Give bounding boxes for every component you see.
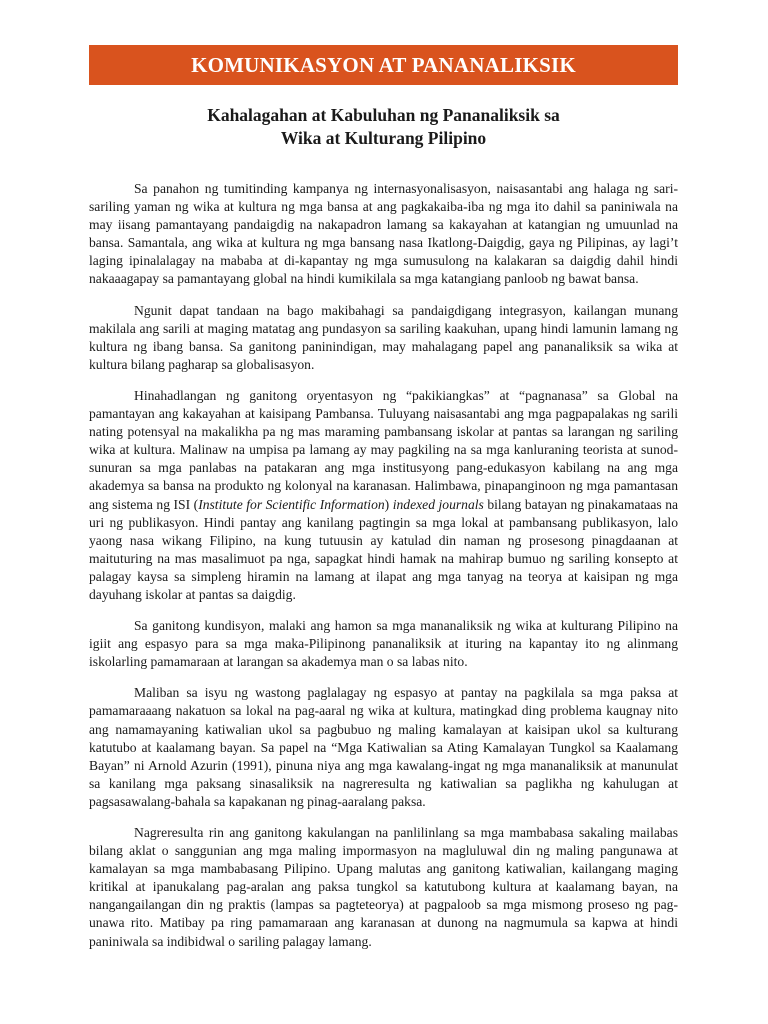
paragraph-6: Nagreresulta rin ang ganitong kakulangan na panlilinlang sa mga mambabasa sakaling mailabas bilang aklat o sanggunian ang mga maling impormasyon na magluluwal din ng maling pangunawa at kamalayan sa mga mambabasang Pilipino. Upang malutas ang ganitong katiwalian, kailangang maging kritikal at ipanukalang pag-aralan ang paksa tungkol sa katutubong kultura at kaalamang bayan, na nangangailangan din ng praktis (lampas sa pagteteorya) at pagpaloob sa mga mismong proseso ng pag-unawa rito. Matibay pa ring pamamaraan ang karanasan at dunong na nagmumula sa kapwa at hindi paniniwala sa indibidwal o sariling palagay lamang. — [89, 825, 678, 949]
header-banner — [89, 45, 678, 85]
paragraph-3 — [89, 387, 678, 604]
paragraph-5: Maliban sa isyu ng wastong paglalagay ng espasyo at pantay na pagkilala sa mga paksa at pamamaraaang nakatuon sa lokal na pag-aaral ng wika at kultura, matingkad ding problema kaugnay nito ang namamayaning katiwalian ukol sa pagbubuo ng maling kamalayan at kaisipan ukol sa kulturang katutubo at kaalamang bayan. Sa papel na “Mga Katiwalian sa Ating Kamalayan Tungkol sa Kaalamang Bayan” ni Arnold Azurin (1991), pinuna niya ang mga kawalang-ingat ng mga mananaliksik at manunulat sa kanilang mga paksang sinasaliksik na nagreresulta ng katiwalian sa paglikha ng kahulugan at pagsasawalang-bahala sa kapakanan ng pinag-aaralang paksa. — [89, 685, 678, 809]
document-body — [89, 180, 678, 964]
indexed-journals-term: indexed journals — [392, 496, 484, 512]
isi-expansion: Institute for Scientific Information — [198, 496, 385, 512]
paragraph-3-part-a: Hinahadlangan ng ganitong oryentasyon ng “pakikiangkas” at “pagnanasa” sa Global na pamantayan ang kakayahan at kaisipang Pambansa. Tuluyang naisasantabi ang mga pagpapalakas ng sarili nating potensyal na makalikha pa ng mas maraming pambansang iskolar at pantas sa larangan ng sariling wika at kultura. Malinaw na umpisa pa lamang ay may pagkiling na sa mga kanluraning teorista at sunod-sunuran sa mga panlabas na patakaran ang mga institusyong pang-edukasyon kabilang na ang mga akademya sa bansa na produkto ng kolonyal na karanasan. Halimbawa, pinapanginoon ng mga pamantasan ang sistema ng ISI ( — [89, 387, 678, 512]
paragraph-3-part-c: bilang batayan ng pinakamataas na uri ng publikasyon. Hindi pantay ang kanilang pagtingin sa mga lokal at pambansang publikasyon, lalo yaong nasa wikang Filipino, na kung tutuusin ay katulad din naman ng prosesong pinagdaanan at maituturing na mas masalimuot pa nga, sapagkat hindi hamak na mahirap bumuo ng sariling konsepto at palagay kaysa sa simpleng hiramin na lamang at ilapat ang mga tanyag na teorya at kaisipan ng mga dayuhang iskolar at pantas sa daigdig. — [89, 496, 679, 602]
paragraph-4: Sa ganitong kundisyon, malaki ang hamon sa mga mananaliksik ng wika at kulturang Pilipino na igiit ang espasyo para sa mga maka-Pilipinong pananaliksik at ituring na kapantay ito ng alinmang iskolarling pamamaraan at larangan sa akademya man o sa labas nito. — [89, 618, 678, 670]
paragraph-1: Sa panahon ng tumitinding kampanya ng internasyonalisasyon, naisasantabi ang halaga ng sari-sariling yaman ng wika at kultura ng mga bansa at ang pagkakaiba-iba ng mga ito dahil sa paniniwala na may iisang pamantayang pandaigdig na nakapadron lamang sa kakayahan at katangian ng umuunlad na bansa. Samantala, ang wika at kultura ng mga bansang nasa Ikatlong-Daigdig, gaya ng Pilipinas, ay lagi’t laging ipinalalagay na mababa at di-kapantay ng mga sumusulong na kalakaran sa daigdig dahil hindi nakaaagapay sa pamantayang global na hindi kumikilala sa mga katangiang panloob ng bawat bansa. — [89, 181, 678, 287]
title-line-2: Wika at Kulturang Pilipino — [280, 128, 487, 148]
title-line-1: Kahalagahan at Kabuluhan ng Pananaliksik sa — [207, 105, 560, 125]
paragraph-2: Ngunit dapat tandaan na bago makibahagi sa pandaigdigang integrasyon, kailangan munang makilala ang sarili at maging matatag ang pundasyon sa sariling kaakuhan, upang hindi lamunin lamang ng kultura ng ibang bansa. Sa ganitong paninindigan, may mahalagang papel ang pananaliksik sa wika at kultura bilang pagharap sa globalisasyon. — [89, 302, 678, 372]
banner-title: KOMUNIKASYON AT PANANALIKSIK — [191, 52, 576, 77]
paragraph-3-part-b: ) — [384, 496, 393, 512]
document-title — [89, 104, 678, 150]
